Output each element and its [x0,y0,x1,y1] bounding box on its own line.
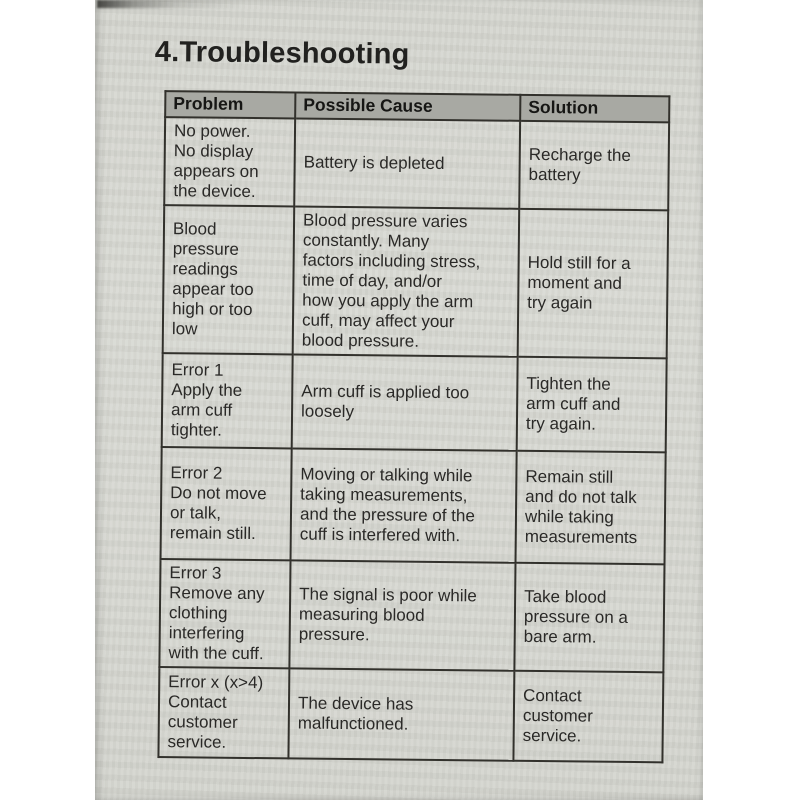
manual-page [95,0,703,800]
column-header-problem: Problem [165,91,295,118]
section-title: 4.Troubleshooting [154,35,410,71]
problem-cell: Blood pressure readings appear too high or too low [163,205,295,354]
problem-cell: Error x (x>4) Contact customer service. [158,667,289,758]
page-content [149,36,671,763]
solution-cell: Tighten the arm cuff and try again. [517,357,667,453]
solution-cell: Take blood pressure on a bare arm. [514,563,664,673]
solution-cell: Recharge the battery [519,121,669,211]
cause-cell: Moving or talking while taking measurements, and the pressure of the cuff is interfered with. [291,448,517,562]
column-header-solution: Solution [520,95,669,123]
table-row [161,447,666,564]
cause-cell: Arm cuff is applied too loosely [292,354,518,450]
table-row [162,353,667,452]
problem-cell: Error 1 Apply the arm cuff tighter. [162,353,293,448]
solution-cell: Hold still for a moment and try again [518,209,669,359]
column-header-possible-cause: Possible Cause [295,92,520,120]
cause-cell: The signal is poor while measuring blood pressure. [289,560,515,670]
problem-cell: No power. No display appears on the device. [164,117,295,206]
table-row [159,559,664,672]
solution-cell: Contact customer service. [513,671,663,763]
table-row [164,117,669,210]
cause-cell: Blood pressure varies constantly. Many factors including stress, time of day, and/or how you apply the arm cuff, may affect your blood pressure. [293,206,520,356]
cause-cell: The device has malfunctioned. [288,668,514,760]
problem-cell: Error 2 Do not move or talk, remain still. [161,447,292,560]
page-edge-shadow [97,0,462,8]
problem-cell: Error 3 Remove any clothing interfering with the cuff. [159,559,290,668]
table-row [163,205,669,358]
troubleshooting-table [157,90,670,763]
cause-cell: Battery is depleted [294,118,520,208]
solution-cell: Remain still and do not talk while taking measurements [516,451,666,565]
table-row [158,667,663,762]
